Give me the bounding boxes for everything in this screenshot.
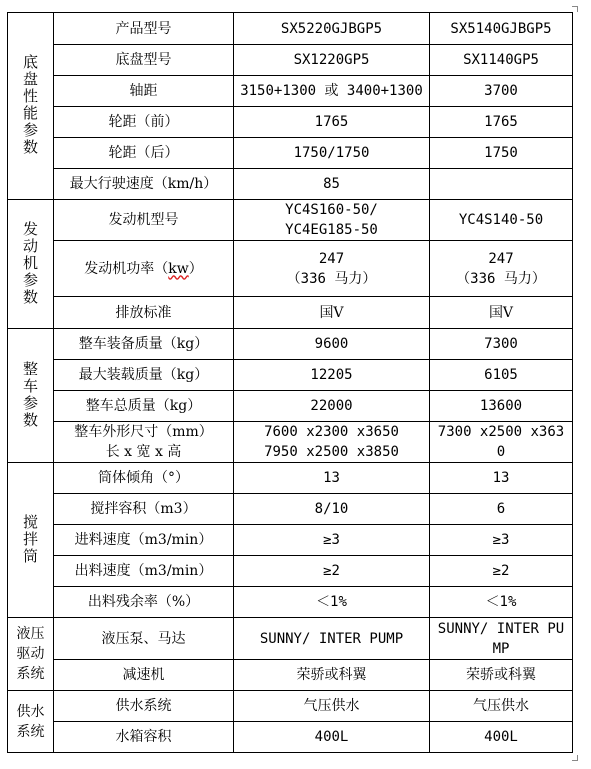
value-line: 7300 x2500 x363 — [437, 424, 565, 440]
value-cell: 3150+1300 或 3400+1300 — [234, 76, 430, 107]
table-row — [8, 329, 573, 360]
table-row — [8, 297, 573, 329]
value-cell: 3700 — [430, 76, 573, 107]
row-label: 排放标准 — [54, 297, 234, 329]
value-cell: 22000 — [234, 391, 430, 422]
row-label: 进料速度（m3/min） — [54, 525, 234, 556]
value-cell: 1750/1750 — [234, 138, 430, 169]
row-label: 轴距 — [54, 76, 234, 107]
value-cell: 1750 — [430, 138, 573, 169]
table-row — [8, 169, 573, 200]
value-cell — [430, 422, 573, 463]
row-label: 发动机型号 — [54, 200, 234, 241]
value-cell: SX1220GP5 — [234, 45, 430, 76]
table-row — [8, 660, 573, 691]
row-label: 底盘型号 — [54, 45, 234, 76]
row-label: 最大行驶速度（km/h） — [54, 169, 234, 200]
row-label: 轮距（后） — [54, 138, 234, 169]
row-label: 出料残余率（%） — [54, 587, 234, 618]
value-cell: ≥3 — [234, 525, 430, 556]
row-label: 整车装备质量（kg） — [54, 329, 234, 360]
row-label: 轮距（前） — [54, 107, 234, 138]
value-cell: 400L — [234, 722, 430, 753]
value-cell — [430, 241, 573, 297]
label-line: 整车外形尺寸（mm） — [74, 424, 213, 440]
row-label — [54, 241, 234, 297]
value-line: 247 — [488, 250, 514, 267]
value-cell: 13 — [430, 463, 573, 494]
value-line: 0 — [496, 444, 506, 460]
table-row — [8, 360, 573, 391]
value-cell: 8/10 — [234, 494, 430, 525]
value-cell — [234, 422, 430, 463]
value-cell — [234, 200, 430, 241]
value-cell: 荣骄或科翼 — [234, 660, 430, 691]
value-cell: 1765 — [430, 107, 573, 138]
value-cell: 7300 — [430, 329, 573, 360]
table-row — [8, 45, 573, 76]
table-row — [8, 13, 573, 45]
table-row — [8, 556, 573, 587]
value-cell — [430, 618, 573, 660]
table-row — [8, 200, 573, 241]
value-line: （336 马力） — [286, 270, 377, 287]
value-line: （336 马力） — [456, 270, 546, 287]
value-cell: 6105 — [430, 360, 573, 391]
row-label — [54, 422, 234, 463]
table-row — [8, 722, 573, 753]
value-line: 7600 x2300 x3650 — [264, 424, 399, 440]
value-line: 7950 x2500 x3850 — [264, 444, 399, 460]
table-row — [8, 138, 573, 169]
section-water — [8, 691, 54, 753]
page-corner-mark-bottom-right — [572, 755, 578, 761]
value-cell: SUNNY/ INTER PUMP — [234, 618, 430, 660]
value-cell: SX5140GJBGP5 — [430, 13, 573, 45]
label-part: 发动机功率（ — [84, 260, 169, 277]
row-label: 液压泵、马达 — [54, 618, 234, 660]
value-cell: ≥3 — [430, 525, 573, 556]
value-line: 247 — [318, 250, 345, 267]
value-cell: 13 — [234, 463, 430, 494]
row-label: 产品型号 — [54, 13, 234, 45]
value-cell — [234, 241, 430, 297]
section-label: 搅拌筒 — [22, 512, 38, 565]
section-mixer — [8, 463, 54, 618]
section-label: 底盘性能参数 — [22, 53, 38, 156]
value-cell: 85 — [234, 169, 430, 200]
value-line: YC4EG185-50 — [285, 222, 378, 238]
value-cell: 荣骄或科翼 — [430, 660, 573, 691]
value-cell: 6 — [430, 494, 573, 525]
value-cell: 400L — [430, 722, 573, 753]
value-cell: SX5220GJBGP5 — [234, 13, 430, 45]
section-engine — [8, 200, 54, 329]
table-row — [8, 494, 573, 525]
value-cell: 12205 — [234, 360, 430, 391]
section-label: 供水系统 — [16, 703, 45, 740]
value-cell: ≥2 — [430, 556, 573, 587]
value-cell: ≥2 — [234, 556, 430, 587]
table-row — [8, 618, 573, 660]
label-part: ） — [188, 260, 203, 277]
table-row — [8, 587, 573, 618]
section-vehicle — [8, 329, 54, 463]
table-row — [8, 391, 573, 422]
row-label: 整车总质量（kg） — [54, 391, 234, 422]
value-cell: ＜1% — [234, 587, 430, 618]
section-chassis — [8, 13, 54, 200]
value-cell: 1765 — [234, 107, 430, 138]
row-label: 减速机 — [54, 660, 234, 691]
section-label: 整车参数 — [22, 359, 38, 429]
table-row — [8, 691, 573, 722]
value-cell — [430, 169, 573, 200]
section-label: 发动机参数 — [22, 219, 38, 306]
value-cell: 国Ⅴ — [430, 297, 573, 329]
value-cell: 气压供水 — [234, 691, 430, 722]
value-line: SUNNY/ INTER PU — [437, 620, 565, 637]
label-line: 长 x 宽 x 高 — [105, 444, 182, 460]
value-cell: ＜1% — [430, 587, 573, 618]
table-row — [8, 525, 573, 556]
value-cell: 13600 — [430, 391, 573, 422]
section-hydraulic — [8, 618, 54, 691]
row-label: 出料速度（m3/min） — [54, 556, 234, 587]
row-label: 搅拌容积（m3） — [54, 494, 234, 525]
value-cell: SX1140GP5 — [430, 45, 573, 76]
value-cell: YC4S140-50 — [430, 200, 573, 241]
value-line: YC4S160-50/ — [285, 202, 378, 218]
value-cell: 气压供水 — [430, 691, 573, 722]
value-line: MP — [492, 640, 510, 657]
table-row — [8, 422, 573, 463]
table-row — [8, 76, 573, 107]
table-row — [8, 463, 573, 494]
row-label: 供水系统 — [54, 691, 234, 722]
label-unit: kw — [168, 260, 189, 277]
value-cell: 9600 — [234, 329, 430, 360]
table-row — [8, 241, 573, 297]
spec-table — [7, 12, 573, 753]
row-label: 筒体倾角（°） — [54, 463, 234, 494]
value-cell: 国Ⅴ — [234, 297, 430, 329]
table-row — [8, 107, 573, 138]
section-label: 液压驱动系统 — [16, 626, 45, 682]
row-label: 最大装载质量（kg） — [54, 360, 234, 391]
row-label: 水箱容积 — [54, 722, 234, 753]
